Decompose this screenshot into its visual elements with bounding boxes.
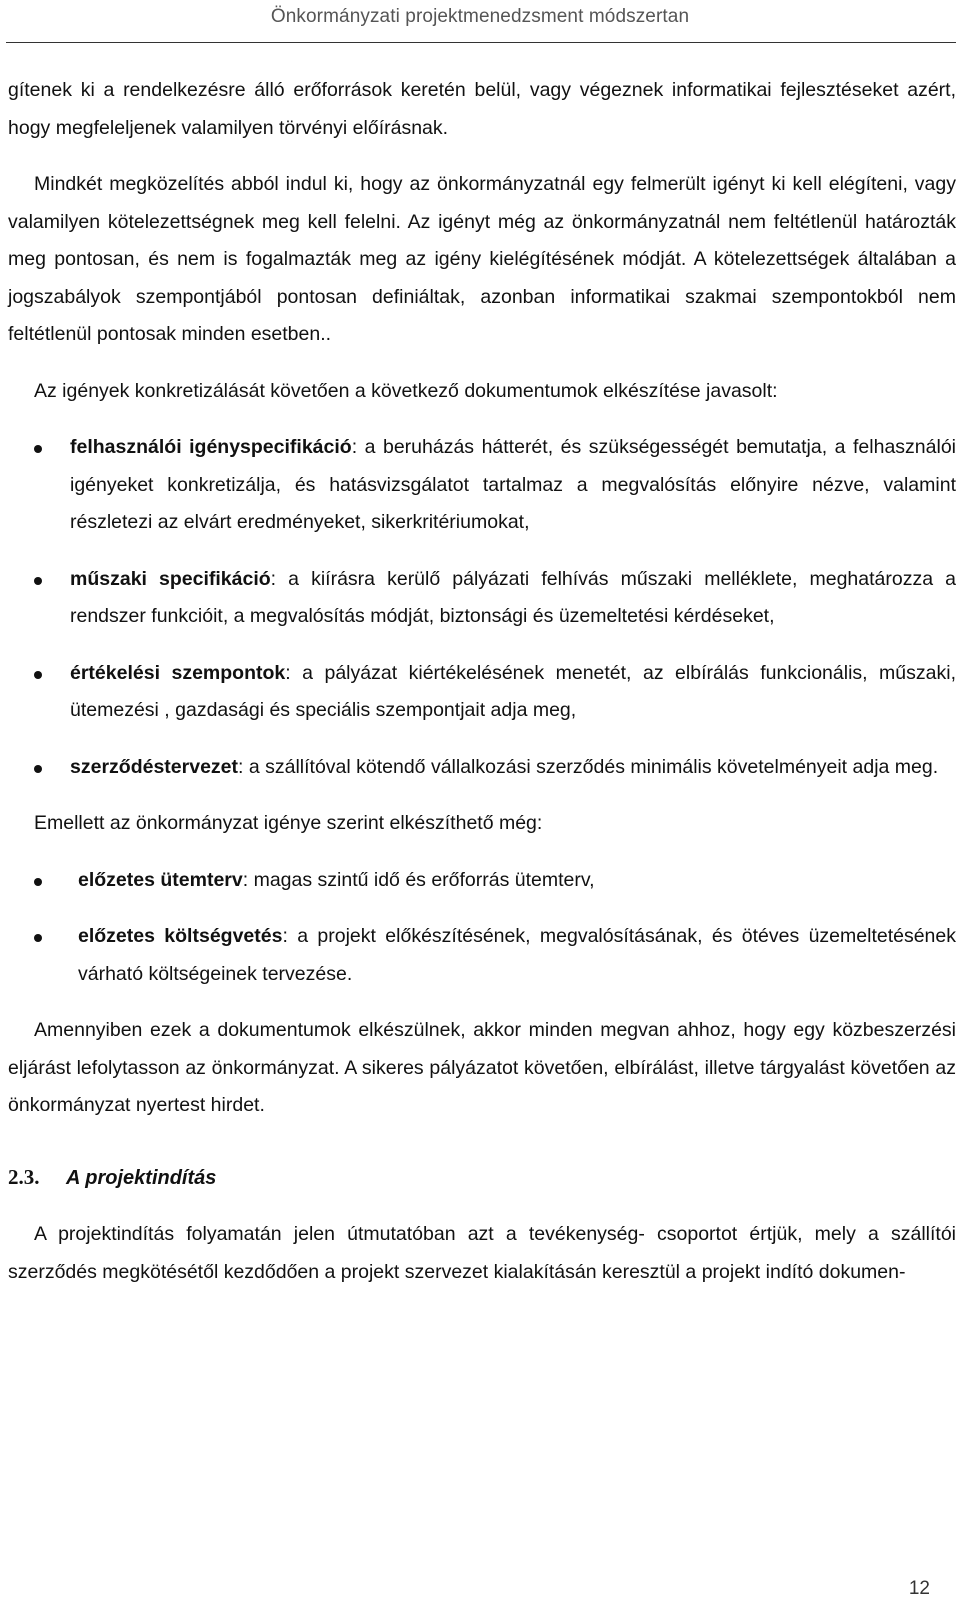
list-item-text: : magas szintű idő és erőforrás ütemterv, — [242, 868, 595, 891]
running-header: Önkormányzati projektmenedzsment módszertan — [270, 6, 690, 27]
list-item-term: szerződéstervezet — [70, 755, 238, 778]
list-item-text: : a szállítóval kötendő vállalkozási szerződés minimális követelményeit adja meg. — [238, 755, 939, 778]
bullet-icon — [34, 671, 42, 679]
list-item — [8, 655, 956, 730]
list-item — [8, 918, 956, 993]
header-divider — [6, 42, 956, 43]
document-body — [8, 72, 956, 1291]
section-number: 2.3. — [8, 1164, 40, 1189]
list-item — [8, 429, 956, 542]
bullet-icon — [34, 934, 42, 942]
paragraph-approaches: Mindkét megközelítés abból indul ki, hogy az önkormányzatnál egy felmerült igényt ki kell elégíteni, vagy valamilyen kötelezettségnek meg kell felelni. Az igényt még az önkormányzatnál nem feltétlenül határozták meg pontosan, és nem is fogalmazták meg az igény kielégítésének módját. A kötelezettségek általában a jogszabályok szempontjából pontosan definiáltak, azonban informatikai szakmai szempontokból nem feltétlenül pontosak minden esetben.. — [8, 173, 956, 345]
paragraph-project-start: A projektindítás folyamatán jelen útmutatóban azt a tevékenység- csoportot értjük, mely a szállítói szerződés megkötésétől kezdődően a projekt szervezet kialakításán keresztül a projekt indító dokumen- — [8, 1223, 956, 1283]
list-item — [8, 749, 956, 787]
list-item-term: felhasználói igényspecifikáció — [70, 436, 352, 458]
paragraph-continuation: gítenek ki a rendelkezésre álló erőforrások keretén belül, vagy végeznek informatikai fejlesztéseket azért, hogy megfeleljenek valamilyen törvényi előírásnak. — [8, 79, 956, 139]
paragraph-procurement: Amennyiben ezek a dokumentumok elkészülnek, akkor minden megvan ahhoz, hogy egy közbeszerzési eljárást lefolytasson az önkormányzat. A sikeres pályázatot követően, elbírálást, illetve tárgyalást követően az önkormányzat nyertest hirdet. — [8, 1019, 956, 1116]
bullet-icon — [34, 878, 42, 886]
bullet-icon — [34, 577, 42, 585]
paragraph-documents-intro: Az igények konkretizálását követően a következő dokumentumok elkészítése javasolt: — [34, 379, 778, 402]
page-number: 12 — [908, 1578, 930, 1599]
paragraph-optional-intro: Emellett az önkormányzat igénye szerint elkészíthető még: — [34, 812, 543, 834]
list-item-term: értékelési szempontok — [70, 661, 286, 684]
list-item-term: műszaki specifikáció — [70, 567, 271, 590]
list-item-text: : a pályázat kiértékelésének menetét, az elbírálás funkcionális, műszaki, ütemezési , gazdasági és speciális szempontjait adja meg, — [70, 661, 956, 721]
section-title: A projektindítás — [66, 1166, 217, 1189]
list-item-term: előzetes ütemterv — [78, 868, 243, 891]
list-item-text: : a beruházás hátterét, és szükségességét bemutatja, a felhasználói igényeket konkretizálja, és hatásvizsgálatot tartalmaz a megvalósítás előnyire nézve, valamint részletezi az elvárt eredményeket, sikerkritériumokat, — [70, 436, 956, 533]
list-item-term: előzetes költségvetés — [78, 925, 283, 947]
list-item — [8, 561, 956, 636]
section-heading — [8, 1159, 956, 1198]
recommended-documents-list — [8, 429, 956, 786]
optional-documents-list — [8, 862, 956, 994]
list-item-text: : a kiírásra kerülő pályázati felhívás műszaki melléklete, meghatározza a rendszer funkcióit, a megvalósítás módját, biztonsági és üzemeltetési kérdéseket, — [70, 567, 956, 627]
list-item — [8, 862, 956, 900]
list-item-text: : a projekt előkészítésének, megvalósításának, és ötéves üzemeltetésének várható költségeinek tervezése. — [78, 925, 956, 985]
bullet-icon — [34, 445, 42, 453]
bullet-icon — [34, 765, 42, 773]
